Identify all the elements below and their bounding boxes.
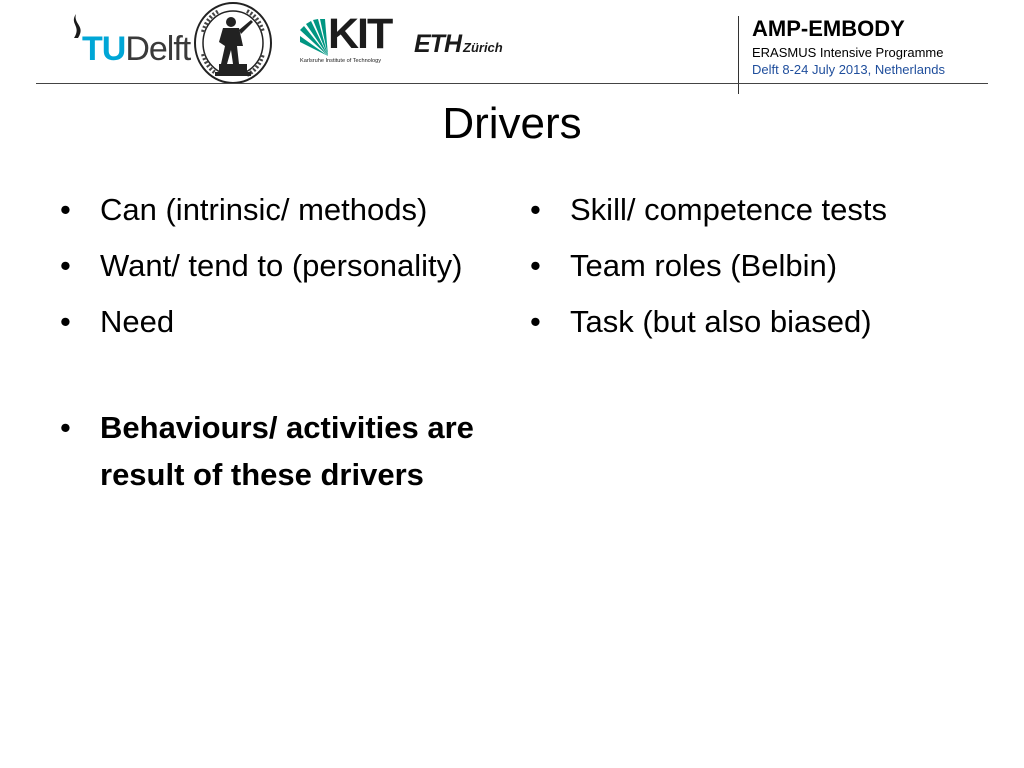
- kit-letters: KIT: [328, 10, 392, 58]
- right-bullet-list: [530, 186, 990, 354]
- bullet-icon: •: [530, 248, 541, 283]
- header-rule: [36, 83, 988, 84]
- left-bullet-list: [60, 186, 500, 507]
- kit-subtitle: Karlsruhe Institute of Technology: [300, 58, 382, 64]
- list-item: [60, 186, 500, 233]
- kit-fan-icon: [298, 18, 332, 58]
- bullet-icon: •: [530, 304, 541, 339]
- program-info: [752, 14, 945, 78]
- list-item: [530, 298, 990, 345]
- bullet-icon: •: [530, 192, 541, 227]
- tudelft-delft: Delft: [125, 30, 191, 68]
- bullet-text: Task (but also biased): [570, 304, 872, 339]
- bullet-text: Need: [100, 304, 175, 339]
- seal-icon: [193, 2, 273, 84]
- bullet-text: Want/ tend to (personality): [100, 248, 463, 283]
- bullet-icon: •: [60, 192, 71, 227]
- program-details: Delft 8-24 July 2013, Netherlands: [752, 62, 945, 77]
- bullet-icon: •: [60, 248, 71, 283]
- bullet-icon: •: [60, 410, 71, 445]
- eth-city: Zürich: [463, 40, 503, 55]
- bullet-text-bold: Behaviours/ activities are result of these drivers: [100, 410, 474, 492]
- list-item: [530, 186, 990, 233]
- eth-main: ETH: [414, 30, 461, 58]
- kit-logo: [298, 10, 398, 68]
- bullet-text: Team roles (Belbin): [570, 248, 838, 283]
- list-item: [60, 298, 500, 345]
- list-item-emphasis: [60, 404, 500, 498]
- tudelft-logo: [62, 12, 191, 68]
- slide-title: Drivers: [442, 99, 582, 148]
- list-item: [60, 242, 500, 289]
- list-item: [530, 242, 990, 289]
- ntua-seal-logo: [193, 2, 273, 84]
- eth-logo: [414, 30, 529, 60]
- program-title: AMP-EMBODY: [752, 16, 905, 41]
- bullet-text: Can (intrinsic/ methods): [100, 192, 428, 227]
- bullet-icon: •: [60, 304, 71, 339]
- tudelft-tu: TU: [82, 30, 126, 68]
- program-subtitle: ERASMUS Intensive Programme: [752, 45, 944, 60]
- bullet-text: Skill/ competence tests: [570, 192, 888, 227]
- slide-header: [0, 0, 1024, 100]
